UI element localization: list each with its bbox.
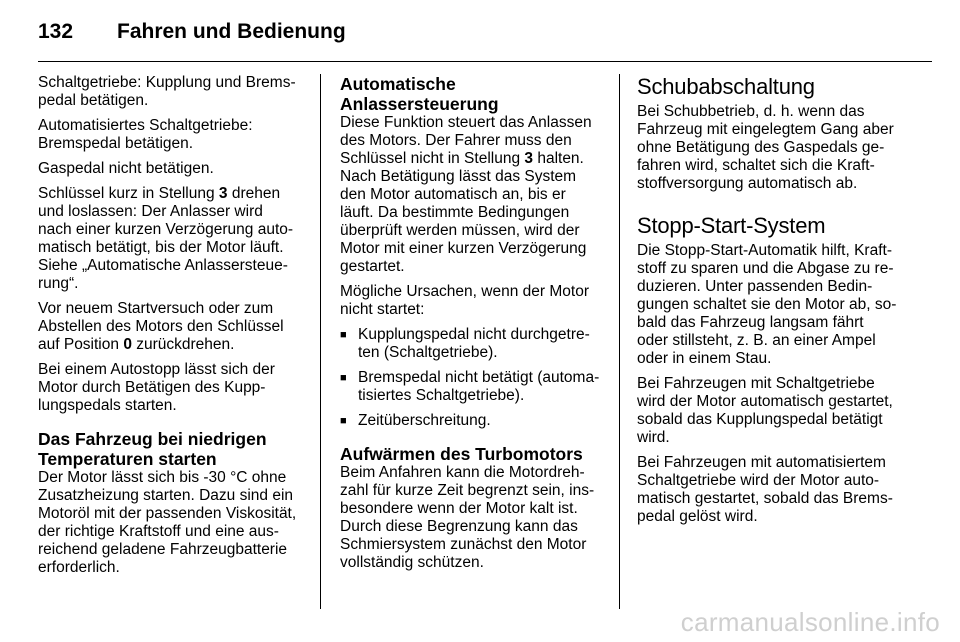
text-line: Zusatzheizung starten. Dazu sind ein [38, 487, 294, 504]
text-line: Beim Anfahren kann die Motordreh- [340, 464, 585, 481]
list-item [340, 412, 608, 430]
text-line: Schmiersystem zunächst den Motor [340, 536, 587, 553]
column-divider-2 [619, 74, 620, 609]
text-line: oder in einem Stau. [637, 350, 772, 367]
column-2 [340, 74, 608, 579]
text-line: Mögliche Ursachen, wenn der Motor [340, 283, 589, 300]
section-heading-starter-control [340, 74, 608, 114]
text-run: auf Position [38, 336, 124, 353]
text-line: matisch betätigt, bis der Motor läuft. [38, 239, 284, 256]
paragraph-starter-control [340, 114, 608, 276]
text-line: überprüft werden müssen, wird der [340, 222, 580, 239]
text-line: zahl für kurze Zeit begrenzt sein, ins- [340, 482, 595, 499]
text-line: wird. [637, 429, 670, 446]
text-run: Schlüssel nicht in Stellung [340, 150, 525, 167]
text-line: Bei Schubbetrieb, d. h. wenn das [637, 103, 865, 120]
text-line: Vor neuem Startversuch oder zum [38, 300, 274, 317]
list-item [340, 369, 608, 405]
text-run: halten. [533, 150, 584, 167]
paragraph-autostop [38, 361, 306, 415]
paragraph-turbo-warmup [340, 464, 608, 572]
column-3 [637, 74, 907, 533]
text-line: Der Motor lässt sich bis -30 °C ohne [38, 469, 287, 486]
key-position: 3 [524, 150, 534, 167]
text-line: nicht startet: [340, 301, 425, 318]
text-line: der richtige Kraftstoff und eine aus- [38, 523, 279, 540]
text-line: matisch gestartet, sobald das Brems- [637, 490, 893, 507]
column-divider-1 [320, 74, 321, 609]
text-line: Bei Fahrzeugen mit Schaltgetriebe [637, 375, 875, 392]
text-line [38, 185, 306, 203]
heading-line: Temperaturen starten [38, 449, 217, 469]
paragraph-fuel-cutoff [637, 103, 907, 193]
text-line: Siehe „Automatische Anlassersteue- [38, 257, 288, 274]
text-line: besondere wenn der Motor kalt ist. [340, 500, 578, 517]
text-line: duzieren. Unter passenden Bedin- [637, 278, 873, 295]
paragraph-accelerator [38, 160, 306, 178]
paragraph-stop-start [637, 242, 907, 368]
chapter-title: Fahren und Bedienung [117, 20, 346, 43]
text-line: sobald das Kupplungspedal betätigt [637, 411, 883, 428]
key-position: 0 [123, 336, 132, 353]
text-line: lungspedals starten. [38, 397, 177, 414]
text-line: gestartet. [340, 258, 405, 275]
text-line: Bei einem Autostopp lässt sich der [38, 361, 275, 378]
text-line: gungen schaltet sie den Motor ab, so- [637, 296, 897, 313]
text-line [340, 150, 608, 168]
paragraph-automated-gearbox [38, 117, 306, 153]
heading-line: Aufwärmen des Turbomotors [340, 444, 583, 464]
text-line: ten (Schaltgetriebe). [358, 344, 498, 361]
section-heading-cold-start [38, 429, 306, 469]
text-line [38, 336, 306, 354]
text-line: Motoröl mit der passenden Viskosität, [38, 505, 297, 522]
key-position: 3 [218, 185, 228, 202]
text-line: rung“. [38, 275, 79, 292]
text-line: bald das Fahrzeug langsam fährt [637, 314, 864, 331]
paragraph-restart [38, 300, 306, 354]
text-line: Schaltgetriebe: Kupplung und Brems- [38, 74, 296, 91]
text-run: zurückdrehen. [131, 336, 235, 353]
text-line: fahren wird, schaltet sich die Kraft- [637, 157, 875, 174]
page-number: 132 [38, 20, 74, 43]
text-line: stoffversorgung automatisch ab. [637, 175, 858, 192]
text-line: Durch diese Begrenzung kann das [340, 518, 578, 535]
text-line: nach einer kurzen Verzögerung auto- [38, 221, 294, 238]
paragraph-manual-gearbox [637, 375, 907, 447]
text-line: läuft. Da bestimmte Bedingungen [340, 204, 570, 221]
text-line: ■ Zeitüberschreitung. [358, 412, 491, 429]
paragraph-automated-gearbox-restart [637, 454, 907, 526]
text-line: Automatisiertes Schaltgetriebe: [38, 117, 253, 134]
list-item [340, 326, 608, 362]
text-line: ohne Betätigung des Gaspedals ge- [637, 139, 885, 156]
paragraph-key-turn [38, 185, 306, 293]
heading-line: Anlassersteuerung [340, 94, 499, 114]
text-line: ■ Bremspedal nicht betätigt (automa- [358, 369, 600, 386]
text-line: vollständig schützen. [340, 554, 484, 571]
text-line: Nach Betätigung lässt das System [340, 168, 577, 185]
text-line: stoff zu sparen und die Abgase zu re- [637, 260, 894, 277]
text-line: pedal betätigen. [38, 92, 149, 109]
watermark: carmanualsonline.info [680, 607, 940, 637]
text-line: oder stillsteht, z. B. an einer Ampel [637, 332, 876, 349]
text-line: Motor mit einer kurzen Verzögerung [340, 240, 587, 257]
text-line: Gaspedal nicht betätigen. [38, 160, 214, 177]
header-rule [38, 61, 932, 62]
text-run: Schlüssel kurz in Stellung [38, 185, 219, 202]
paragraph-clutch [38, 74, 306, 110]
heading-line: Automatische [340, 74, 456, 94]
text-line: tisiertes Schaltgetriebe). [358, 387, 525, 404]
text-run: drehen [227, 185, 281, 202]
text-line: Schaltgetriebe wird der Motor auto- [637, 472, 880, 489]
text-line: Die Stopp-Start-Automatik hilft, Kraft- [637, 242, 892, 259]
text-line: Fahrzeug mit eingelegtem Gang aber [637, 121, 894, 138]
text-line: pedal gelöst wird. [637, 508, 758, 525]
column-1 [38, 74, 306, 584]
text-line: Motor durch Betätigen des Kupp- [38, 379, 266, 396]
text-line: reichend geladene Fahrzeugbatterie [38, 541, 288, 558]
paragraph-cold-start [38, 469, 306, 577]
text-line: Abstellen des Motors den Schlüssel [38, 318, 284, 335]
section-heading-turbo-warmup [340, 444, 608, 464]
text-line: wird der Motor automatisch gestartet, [637, 393, 893, 410]
text-line: ■ Kupplungspedal nicht durchgetre- [358, 326, 590, 343]
text-line: Bei Fahrzeugen mit automatisiertem [637, 454, 886, 471]
section-heading-stop-start: Stopp-Start-System [637, 213, 826, 238]
text-line: Diese Funktion steuert das Anlassen [340, 114, 592, 131]
text-line: den Motor automatisch an, bis er [340, 186, 566, 203]
text-line: des Motors. Der Fahrer muss den [340, 132, 572, 149]
text-line: und loslassen: Der Anlasser wird [38, 203, 263, 220]
heading-line: Das Fahrzeug bei niedrigen [38, 429, 267, 449]
text-line: erforderlich. [38, 559, 120, 576]
paragraph-causes [340, 283, 608, 319]
section-heading-fuel-cutoff: Schubabschaltung [637, 74, 815, 99]
text-line: Bremspedal betätigen. [38, 135, 194, 152]
